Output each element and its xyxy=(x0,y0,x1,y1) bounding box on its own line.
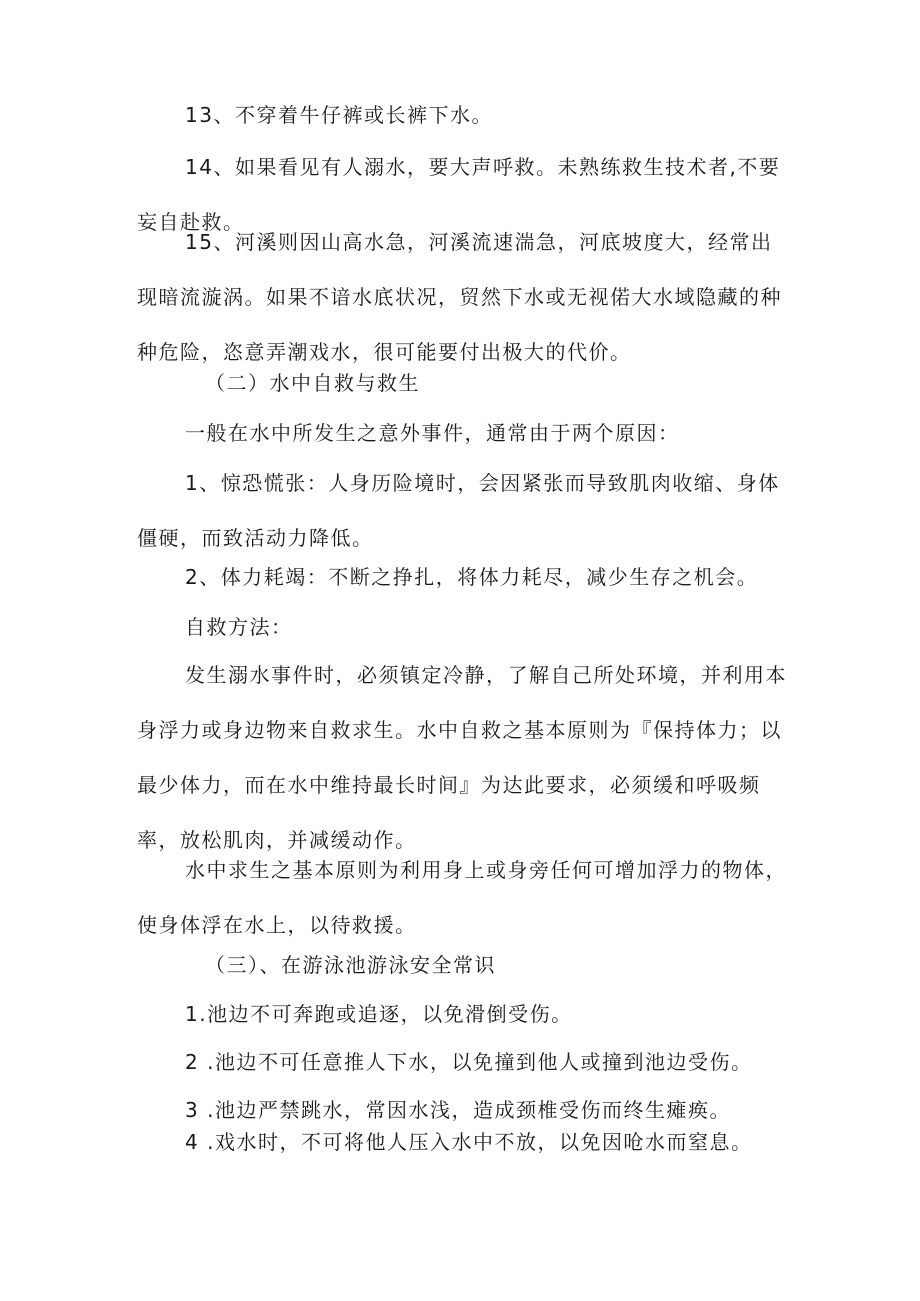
section-heading-2: （二）水中自救与救生 xyxy=(205,371,420,395)
pool-rule-4: 4 .戏水时，不可将他人压入水中不放，以免因呛水而窒息。 xyxy=(185,1130,753,1154)
pool-rule-1: 1.池边不可奔跑或追逐，以免滑倒受伤。 xyxy=(185,1002,573,1026)
cause-item-1: 1、惊恐慌张：人身历险境时，会因紧张而导致肌肉收缩、身体僵硬，而致活动力降低。 xyxy=(137,471,780,550)
survival-paragraph: 水中求生之基本原则为利用身上或身旁任何可增加浮力的物体，使身体浮在水上，以待救援。 xyxy=(137,858,787,937)
paragraph-item-13: 13、不穿着牛仔裤或长裤下水。 xyxy=(185,103,493,127)
paragraph-item-14: 14、如果看见有人溺水，要大声呼救。未熟练救生技术者,不要妄自赴救。 xyxy=(137,155,781,234)
self-rescue-body: 发生溺水事件时，必须镇定冷静，了解自己所处环境，并利用本身浮力或身边物来自救求生。水中自救之基本原则为『保持体力；以最少体力，而在水中维持最长时间』为达此要求，必须缓和呼吸频率，放松肌肉，并减缓动作。 xyxy=(137,663,787,852)
self-rescue-title: 自救方法： xyxy=(185,615,293,639)
paragraph-item-15: 15、河溪则因山高水急，河溪流速湍急，河底坡度大，经常出现暗流漩涡。如果不谙水底状况，贸然下水或无视偌大水域隐藏的种种危险，恣意弄潮戏水，很可能要付出极大的代价。 xyxy=(137,230,782,364)
pool-rule-2: 2 .池边不可任意推人下水，以免撞到他人或撞到池边受伤。 xyxy=(185,1050,753,1074)
cause-item-2: 2、体力耗竭：不断之挣扎，将体力耗尽，减少生存之机会。 xyxy=(185,565,759,589)
pool-rule-3: 3 .池边严禁跳水，常因水浅，造成颈椎受伤而终生瘫痪。 xyxy=(185,1098,731,1122)
section-heading-3: （三）、在游泳池游泳安全常识 xyxy=(205,953,496,977)
intro-paragraph: 一般在水中所发生之意外事件，通常由于两个原因： xyxy=(185,421,680,445)
